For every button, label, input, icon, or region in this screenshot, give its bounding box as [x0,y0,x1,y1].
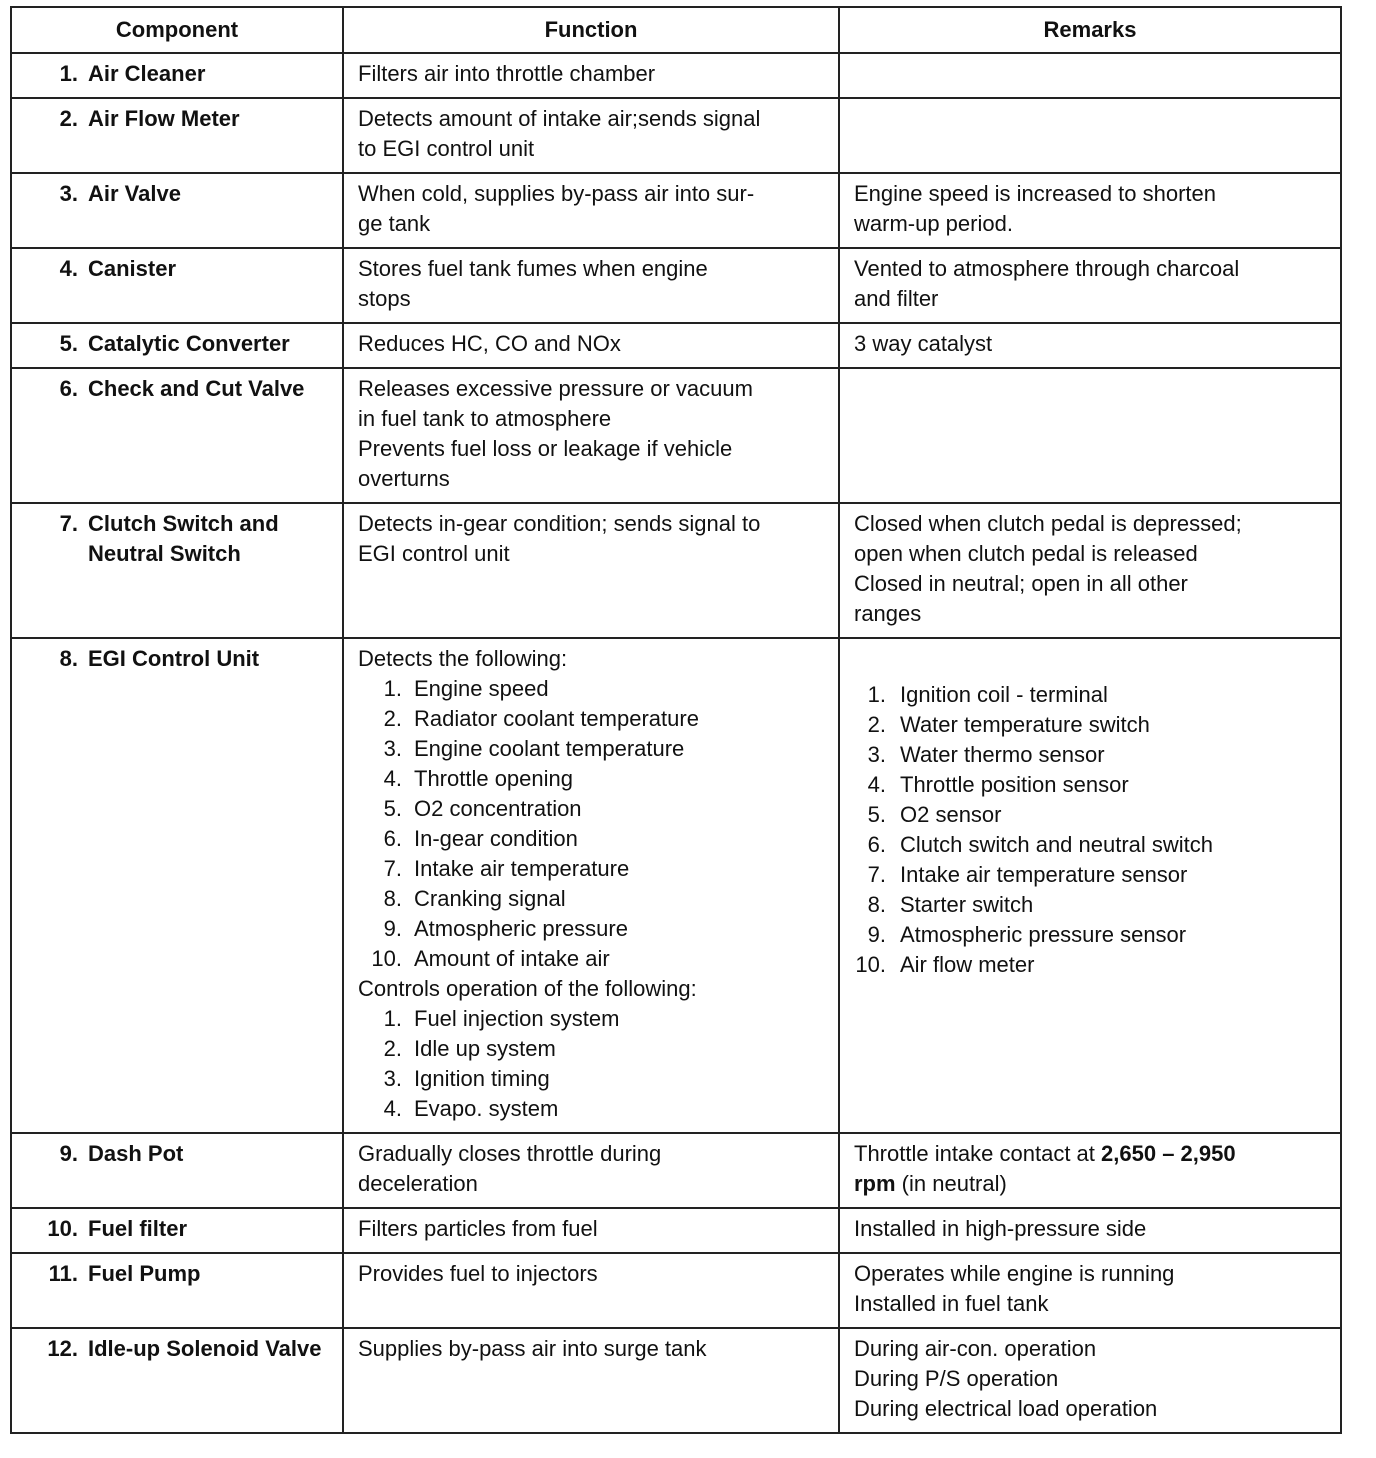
header-function: Function [343,7,839,53]
remark-line: Installed in fuel tank [854,1291,1049,1316]
remark-item-number: 10. [855,952,886,977]
detect-item [358,734,826,764]
remark-line: Installed in high-pressure side [854,1216,1147,1241]
control-item [358,1094,826,1124]
function-line: overturns [358,466,450,491]
component-table [10,6,1342,1434]
function-line: When cold, supplies by-pass air into sur- [358,181,755,206]
remarks-cell [839,1328,1341,1433]
table-row [11,173,1341,248]
remark-item [854,770,1328,800]
detect-item-text: Amount of intake air [414,946,610,971]
remark-item [854,830,1328,860]
component-name: Fuel Pump [88,1261,201,1286]
table-row [11,638,1341,1133]
component-cell [11,53,343,98]
detect-item-number: 5. [383,796,402,821]
component-label [20,1259,330,1289]
remark-item-text: Clutch switch and neutral switch [900,832,1214,857]
function-line: to EGI control unit [358,136,535,161]
detect-item [358,704,826,734]
component-label [20,104,330,134]
function-cell [343,638,839,1133]
controls-intro: Controls operation of the following: [358,976,697,1001]
component-name: Catalytic Converter [88,331,290,356]
remark-item [854,740,1328,770]
component-cell [11,1253,343,1328]
component-name: Dash Pot [88,1141,184,1166]
remark-item [854,860,1328,890]
function-line: Provides fuel to injectors [358,1261,598,1286]
component-number: 8. [59,646,78,671]
detect-item-text: Throttle opening [414,766,573,791]
component-name: Clutch Switch and Neutral Switch [88,511,279,566]
remark-item-text: Starter switch [900,892,1034,917]
remark-item-text: Water temperature switch [900,712,1150,737]
remark-item [854,890,1328,920]
detect-item-number: 7. [383,856,402,881]
remark-item-number: 8. [867,892,886,917]
function-line: Releases excessive pressure or vacuum [358,376,753,401]
function-line: EGI control unit [358,541,510,566]
function-line: in fuel tank to atmosphere [358,406,612,431]
remark-item-text: Air flow meter [900,952,1035,977]
detect-item-text: Radiator coolant temperature [414,706,699,731]
component-label [20,179,330,209]
function-line: Filters particles from fuel [358,1216,598,1241]
remark-item-text: Atmospheric pressure sensor [900,922,1187,947]
remark-item-text: O2 sensor [900,802,1002,827]
remarks-cell [839,368,1341,503]
component-label [20,374,330,404]
function-line: Gradually closes throttle during [358,1141,662,1166]
detect-item-number: 1. [383,676,402,701]
component-cell [11,248,343,323]
component-number: 4. [59,256,78,281]
remark-line [854,1139,1328,1169]
component-name: Check and Cut Valve [88,376,305,401]
component-label [20,59,330,89]
control-item-text: Ignition timing [414,1066,550,1091]
component-name: Idle-up Solenoid Valve [88,1336,322,1361]
detect-item [358,674,826,704]
function-line: Reduces HC, CO and NOx [358,331,621,356]
function-cell [343,503,839,638]
component-number: 1. [59,61,78,86]
remark-line: During air-con. operation [854,1336,1097,1361]
component-label [20,1214,330,1244]
table-row [11,368,1341,503]
remarks-cell [839,503,1341,638]
function-line: Supplies by-pass air into surge tank [358,1336,707,1361]
remark-line: Operates while engine is running [854,1261,1175,1286]
remark-item-number: 9. [867,922,886,947]
function-cell [343,1253,839,1328]
rpm-range: 2,650 – 2,950 [1101,1141,1236,1166]
remarks-cell [839,248,1341,323]
remark-item-number: 5. [867,802,886,827]
remark-item-number: 7. [867,862,886,887]
remark-line: Closed when clutch pedal is depressed; [854,511,1242,536]
control-item [358,1004,826,1034]
remark-line: Closed in neutral; open in all other [854,571,1188,596]
remark-text: Throttle intake contact at [854,1141,1102,1166]
function-line: Prevents fuel loss or leakage if vehicle [358,436,733,461]
detect-item-text: Intake air temperature [414,856,630,881]
component-cell [11,368,343,503]
component-label [20,644,330,674]
detect-item-number: 9. [383,916,402,941]
detect-item-number: 8. [383,886,402,911]
header-remarks: Remarks [839,7,1341,53]
function-line: Filters air into throttle chamber [358,61,656,86]
control-item-text: Evapo. system [414,1096,559,1121]
control-item-number: 1. [383,1006,402,1031]
table-row [11,503,1341,638]
remark-item-text: Ignition coil - terminal [900,682,1108,707]
component-label [20,1139,330,1169]
remarks-cell [839,1253,1341,1328]
component-number: 6. [59,376,78,401]
table-row [11,248,1341,323]
control-item-text: Idle up system [414,1036,556,1061]
component-cell [11,98,343,173]
component-cell [11,1208,343,1253]
function-line: Stores fuel tank fumes when engine [358,256,708,281]
remark-line [854,1169,1328,1199]
function-line: ge tank [358,211,431,236]
detect-item-number: 10. [371,946,402,971]
detect-item [358,944,826,974]
control-item-number: 2. [383,1036,402,1061]
remark-line: Vented to atmosphere through charcoal [854,256,1240,281]
function-line: Detects amount of intake air;sends signal [358,106,761,131]
control-item-text: Fuel injection system [414,1006,620,1031]
function-cell [343,1208,839,1253]
remark-list [854,680,1328,980]
remark-item-number: 4. [867,772,886,797]
detect-item-text: Atmospheric pressure [414,916,628,941]
detect-item [358,854,826,884]
remark-line: During P/S operation [854,1366,1059,1391]
remark-line: Engine speed is increased to shorten [854,181,1217,206]
detect-item-text: O2 concentration [414,796,582,821]
function-cell [343,248,839,323]
remark-item-text: Intake air temperature sensor [900,862,1188,887]
detect-item [358,824,826,854]
component-cell [11,638,343,1133]
remark-line: warm-up period. [854,211,1013,236]
remark-item [854,800,1328,830]
remark-text: (in neutral) [895,1171,1007,1196]
function-cell [343,323,839,368]
component-number: 2. [59,106,78,131]
remarks-cell [839,1133,1341,1208]
detect-item [358,764,826,794]
remark-item-number: 2. [867,712,886,737]
component-number: 9. [59,1141,78,1166]
component-label [20,329,330,359]
remark-line: ranges [854,601,922,626]
remark-item [854,710,1328,740]
component-number: 5. [59,331,78,356]
function-line: Detects in-gear condition; sends signal to [358,511,761,536]
component-cell [11,173,343,248]
detect-item-number: 2. [383,706,402,731]
component-number: 10. [47,1216,78,1241]
detect-item-text: In-gear condition [414,826,578,851]
remark-item-number: 3. [867,742,886,767]
table-row [11,1253,1341,1328]
remark-item [854,920,1328,950]
table-row [11,323,1341,368]
header-row [11,7,1341,53]
table-row [11,53,1341,98]
remark-item [854,950,1328,980]
component-name: EGI Control Unit [88,646,260,671]
table-row [11,1328,1341,1433]
remark-line: During electrical load operation [854,1396,1158,1421]
remark-line: 3 way catalyst [854,331,993,356]
rpm-unit: rpm [854,1171,896,1196]
table-row [11,1133,1341,1208]
header-component: Component [11,7,343,53]
remark-item [854,680,1328,710]
control-item [358,1034,826,1064]
remark-item-number: 6. [867,832,886,857]
remarks-cell [839,98,1341,173]
component-number: 12. [47,1336,78,1361]
table-row [11,1208,1341,1253]
remark-line: open when clutch pedal is released [854,541,1198,566]
table-row [11,98,1341,173]
detects-intro: Detects the following: [358,646,568,671]
detect-item-number: 6. [383,826,402,851]
function-cell [343,1328,839,1433]
component-label [20,254,330,284]
function-cell [343,53,839,98]
detect-item [358,914,826,944]
detect-item-text: Engine speed [414,676,549,701]
detect-item-text: Cranking signal [414,886,566,911]
component-name: Air Cleaner [88,61,206,86]
detect-item-number: 3. [383,736,402,761]
component-name: Canister [88,256,177,281]
component-cell [11,323,343,368]
function-cell [343,368,839,503]
control-item-number: 3. [383,1066,402,1091]
detect-item-number: 4. [383,766,402,791]
component-name: Fuel filter [88,1216,188,1241]
remarks-cell [839,53,1341,98]
remark-item-text: Water thermo sensor [900,742,1105,767]
remark-item-text: Throttle position sensor [900,772,1129,797]
function-line: stops [358,286,411,311]
remarks-cell [839,638,1341,1133]
function-line: deceleration [358,1171,478,1196]
control-item [358,1064,826,1094]
component-number: 3. [59,181,78,206]
component-name: Air Flow Meter [88,106,240,131]
component-name: Air Valve [88,181,181,206]
detect-item [358,794,826,824]
remarks-cell [839,173,1341,248]
detect-item [358,884,826,914]
component-cell [11,503,343,638]
remark-item-number: 1. [867,682,886,707]
remarks-cell [839,1208,1341,1253]
component-cell [11,1133,343,1208]
detect-item-text: Engine coolant temperature [414,736,685,761]
remarks-cell [839,323,1341,368]
component-number: 7. [59,511,78,536]
function-cell [343,1133,839,1208]
function-cell [343,173,839,248]
component-cell [11,1328,343,1433]
function-cell [343,98,839,173]
component-label [20,509,330,569]
control-item-number: 4. [383,1096,402,1121]
component-label [20,1334,330,1364]
component-number: 11. [48,1261,78,1286]
remark-line: and filter [854,286,939,311]
